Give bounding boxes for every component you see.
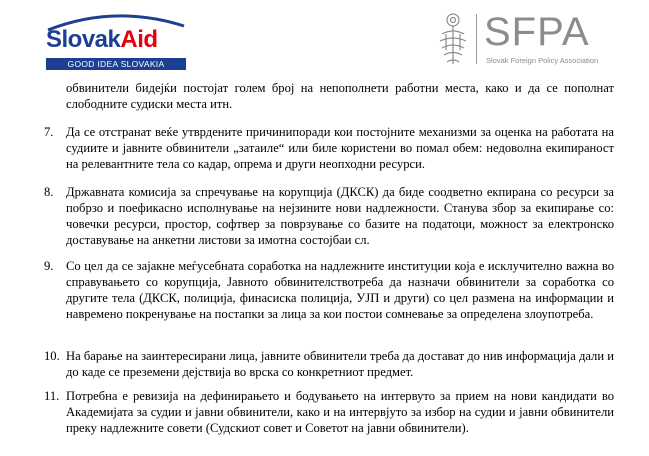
list-item-text: Да се отстранат веќе утврдените причинипоради кои постојните механизми за оценка на работата на судиите и јавните обвинители „затаиле“ или биле користени во помал обем: недоволна екипираност на релевантните тела со кадар, опрема и други неопходни ресурси.	[66, 125, 614, 171]
slovakaid-word-part1: Slovak	[46, 26, 121, 53]
sfpa-subtitle: Slovak Foreign Policy Association	[486, 56, 599, 65]
list-item-number: 10.	[44, 349, 60, 363]
list-item-text: Со цел да се зајакне меѓусебната соработка на надлежните институции која е исклучително важна во справувањето со корупција, Јавното обвинителствотреба да назначи обвинители за соработка со другите тела (ДКСК, полиција, финасиска полиција, УЈП и други) со цел размена на информации и навремено покренување на постапки за лица за кои постои сомневање за определена злоупотреба.	[66, 259, 614, 321]
list-item-number: 8.	[44, 185, 54, 199]
list-item-number: 7.	[44, 125, 54, 139]
list-item-number: 11.	[44, 389, 60, 403]
sfpa-emblem-icon	[434, 10, 472, 68]
list-item-text: Државната комисија за спречување на корупција (ДКСК) да биде соодветно екпирана со ресурси за побрзо и поефикасно исполнување на нејзините нови надлежности. Станува збор за екипирање со: човечки ресурси, простор, софтвер за поврзување со базите на податоци, можност за електронско доставување на анкетни листови за имотна состојбаи сл.	[66, 185, 614, 247]
sfpa-divider	[476, 14, 477, 64]
list-item-text: На барање на заинтересирани лица, јавните обвинители треба да достават до нив информација дали и до каде се преземени дејствија во врска со конкретниот предмет.	[66, 349, 614, 379]
slovakaid-word-part2: Aid	[120, 26, 158, 53]
page-header	[0, 0, 649, 78]
sfpa-logo	[434, 8, 634, 70]
sfpa-wordmark: SFPA	[484, 10, 590, 54]
slovakaid-wordmark	[46, 26, 158, 54]
list-item-number: 9.	[44, 259, 54, 273]
list-item-text: Потребна е ревизија на дефинирањето и бодувањето на интервуто за прием на нови кандидати во Академијата за судии и јавни обвинители, како и на интервјуто за избор на судии и јавни обвинители преку надлежните совети (Судскиот совет и Советот на јавни обвинители).	[66, 389, 614, 435]
continuation-paragraph: обвинители бидејќи постојат голем број на непополнети работни места, како и да се пополнат слободните судиски места итн.	[66, 81, 614, 111]
slovakaid-tagline: GOOD IDEA SLOVAKIA	[46, 58, 186, 70]
slovakaid-logo	[40, 10, 190, 72]
